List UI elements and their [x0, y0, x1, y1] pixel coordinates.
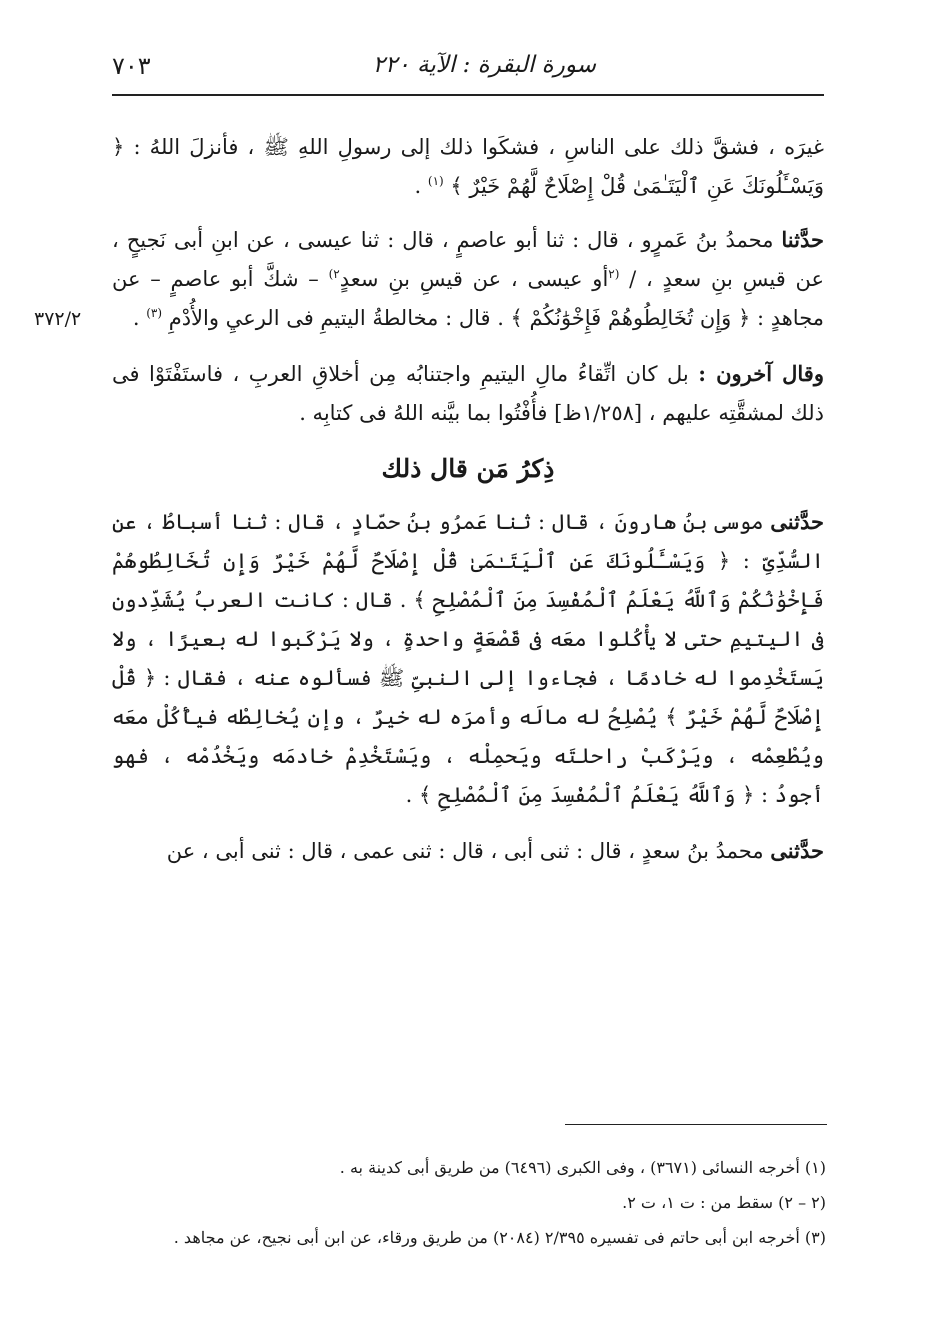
footnote-1: (١) أخرجه النسائى (٣٦٧١) ، وفى الكبرى (٦٤٩٦) من طريق أبى كدينة به .	[339, 1158, 826, 1177]
section-heading: ذِكرُ مَن قال ذلك	[381, 454, 555, 483]
paragraph-4	[112, 502, 824, 815]
running-title: سورة البقرة : الآية ٢٢٠	[372, 52, 596, 78]
paragraph-4-text: موسى بنُ هارونَ ، قال : ثنا عَمرُو بنُ حمّادٍ ، قال : ثنا أسباطُ ، عن السُّدِّىِّ : ﴿ وَيَسْـَٔلُونَكَ عَنِ ٱلْيَتَـٰمَىٰ قُلْ إِصْلَاحٌ لَّهُمْ خَيْرٌ وَإِن تُخَالِطُوهُمْ فَإِخْوَٰنُكُمْ وَٱللَّهُ يَعْلَمُ ٱلْمُفْسِدَ مِنَ ٱلْمُصْلِحِ ﴾ . قال : كانت العربُ يُشَدِّدون فى اليتيمِ حتى لا يأْكُلوا معَه فى قَصْعَةٍ واحدةٍ ، ولا يَرْكَبوا له بعيرًا ، ولا يَستَخْدِموا له خادمًا ، فجاءوا إلى النبىِّ ﷺ فسألوه عنه ، فقال : ﴿ قُلْ إِصْلَاحٌ لَّهُمْ خَيْرٌ ﴾ يُصْلِحُ له مالَه وأمرَه له خيرٌ ، وإن يُخالِطْه فيأْكُلْ معَه ويُطْعِمْه ، ويَرْكَبْ راحلتَه ويَحمِلْه ، ويَسْتَخْدِمْ خادمَه ويَخْدُمْه ، فهو أجودُ : ﴿ وَٱللَّهُ يَعْلَمُ ٱلْمُفْسِدَ مِنَ ٱلْمُصْلِحِ ﴾ .	[112, 510, 824, 807]
footnotes	[112, 1150, 826, 1255]
paragraph-2-text-a: محمدُ بنُ عَمرٍو ، قال : ثنا أبو عاصمٍ ، قال : ثنا عيسى ، عن ابنِ أبى نَجيحٍ ، عن قيسِ بنِ سعدٍ ، /	[112, 228, 824, 291]
paragraph-1-end: .	[414, 174, 428, 198]
paragraph-1-text: غيرَه ، فشقَّ ذلك على الناسِ ، فشكَوا ذلك إلى رسولِ اللهِ ﷺ ، فأنزلَ اللهُ : ﴿ وَيَسْـَٔلُونَكَ عَنِ ٱلْيَتَـٰمَىٰ قُلْ إِصْلَاحٌ لَّهُمْ خَيْرٌ ﴾	[112, 135, 824, 198]
footnote-rule	[565, 1124, 827, 1125]
running-header	[112, 48, 826, 92]
paragraph-2-end: .	[132, 306, 147, 330]
paragraph-1	[112, 128, 824, 206]
footnote-mark-3: (٣)	[146, 306, 163, 320]
footnote-mark-2-open: (٢	[608, 267, 620, 281]
paragraph-2	[112, 220, 824, 338]
paragraph-5-lead: حدَّثنى	[770, 838, 824, 863]
footnote-3: (٣) أخرجه ابن أبى حاتم فى تفسيره ٢/٣٩٥ (٢٠٨٤) من طريق ورقاء، عن ابن أبى نجيح، عن مجاهد .	[173, 1228, 826, 1247]
paragraph-2-text-b: أو عيسى ، عن قيسِ بنِ سعدٍ	[339, 267, 609, 291]
footnote-mark-1: (١)	[427, 174, 444, 188]
paragraph-2-text-c: – شكَّ أبو عاصمٍ – عن مجاهدٍ : ﴿ وَإِن تُخَالِطُوهُمْ فَإِخْوَٰنُكُمْ ﴾ . قال : مخالطةُ اليتيمِ فى الرعيِ والأُدْمِ	[112, 267, 824, 330]
header-rule	[112, 94, 824, 96]
page-number: ٧٠٣	[112, 52, 151, 80]
paragraph-5	[112, 831, 824, 871]
paragraph-5-text: محمدُ بنُ سعدٍ ، قال : ثنى أبى ، قال : ثنى عمى ، قال : ثنى أبى ، عن	[166, 839, 771, 863]
paragraph-3-text: بل كان اتِّقاءُ مالِ اليتيمِ واجتنابُه مِن أخلاقِ العربِ ، فاستَفْتَوْا فى ذلك لمشقَّتِه عليهم ، [١/٢٥٨ظ] فأُفْتُوا بما بيَّنه اللهُ فى كتابِه .	[112, 362, 824, 425]
footnote-2: (٢ – ٢) سقط من : ت ١، ت ٢.	[622, 1193, 826, 1212]
footnote-mark-2-close: ٢)	[328, 267, 340, 281]
paragraph-2-lead: حدَّثنا	[781, 227, 824, 252]
paragraph-4-lead: حدَّثنى	[770, 509, 824, 534]
paragraph-3-lead: وقال آخرون :	[698, 361, 824, 386]
margin-reference: ٣٧٢/٢	[34, 308, 82, 330]
main-text	[112, 128, 824, 887]
paragraph-3	[112, 354, 824, 433]
